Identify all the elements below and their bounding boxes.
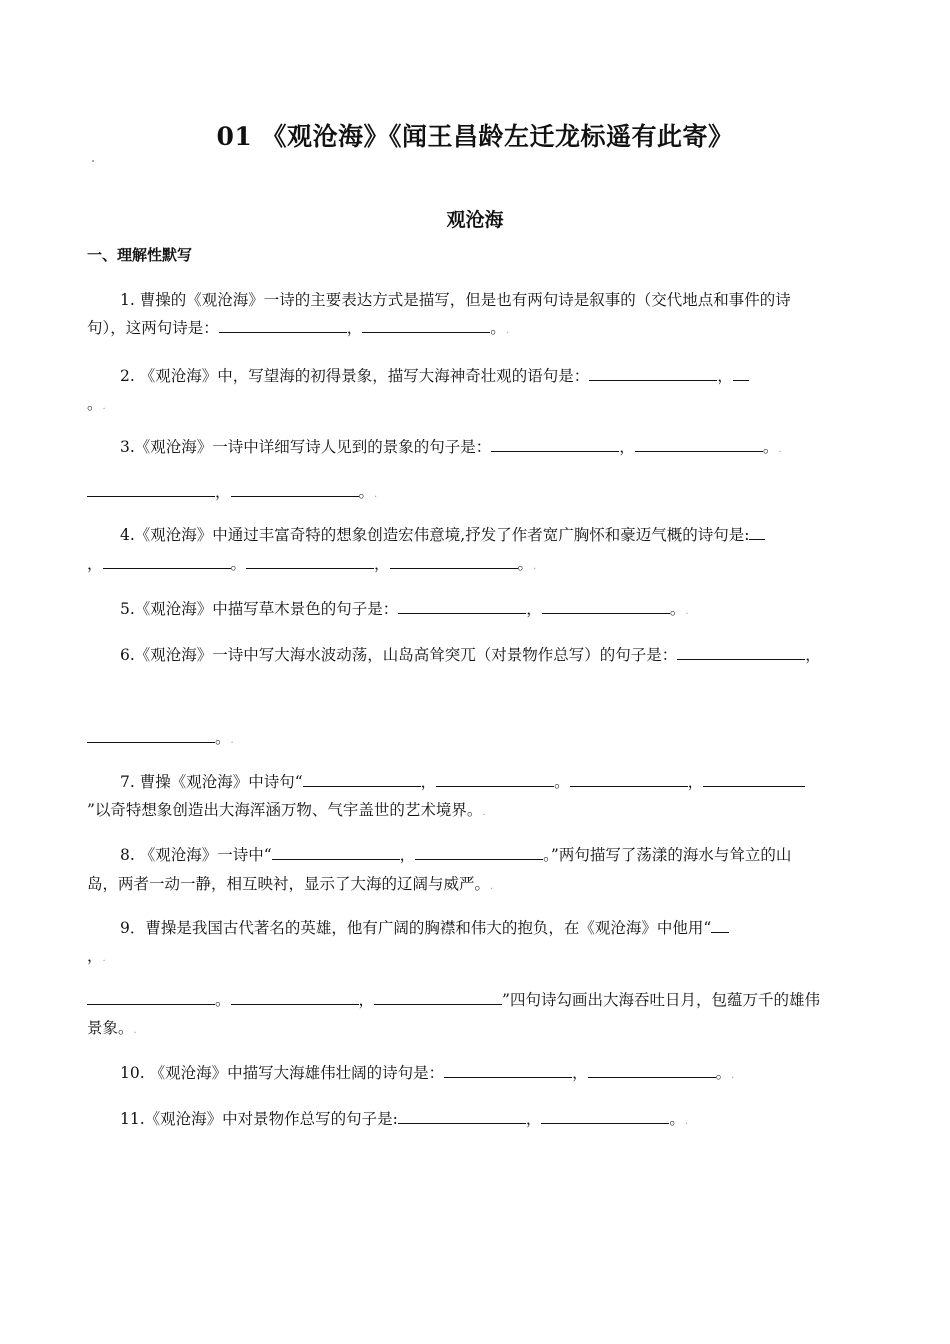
answer-blank[interactable] xyxy=(272,842,400,860)
question-8-line2: 岛，两者一动一静，相互映衬，显示了大海的辽阔与威严。. xyxy=(87,875,494,893)
answer-blank[interactable] xyxy=(219,315,347,333)
question-9-line2: ，. xyxy=(87,947,106,965)
document-title: 01 《观沧海》《闻王昌龄左迁龙标遥有此寄》 xyxy=(216,122,734,151)
section-heading: 一、理解性默写 xyxy=(87,246,193,264)
question-9-line4: 景象。. xyxy=(87,1019,137,1037)
answer-blank[interactable] xyxy=(570,769,688,787)
question-7: 7. 曹操《观沧海》中诗句“ ， 。 ， xyxy=(87,768,896,796)
answer-blank[interactable] xyxy=(87,725,215,743)
question-1: 1. 曹操的《观沧海》一诗的主要表达方式是描写，但是也有两句诗是叙事的（交代地点和事件的诗 xyxy=(120,291,791,309)
answer-blank[interactable] xyxy=(733,363,749,381)
answer-blank[interactable] xyxy=(87,987,215,1005)
question-2: 2. 《观沧海》中，写望海的初得景象，描写大海神奇壮观的语句是： ， xyxy=(87,362,896,390)
answer-blank[interactable] xyxy=(398,1106,526,1124)
answer-blank[interactable] xyxy=(436,769,554,787)
question-7-line2: ”以奇特想象创造出大海浑涵万物、气宇盖世的艺术境界。. xyxy=(87,801,486,819)
answer-blank[interactable] xyxy=(444,1060,572,1078)
question-9-line3: 。 ， ”四句诗勾画出大海吞吐日月，包蕴万千的雄伟 xyxy=(87,986,863,1014)
question-1-line2: 句），这两句诗是： ， 。. xyxy=(87,314,863,345)
answer-blank[interactable] xyxy=(749,522,765,540)
answer-blank[interactable] xyxy=(374,987,502,1005)
answer-blank[interactable] xyxy=(491,434,619,452)
answer-blank[interactable] xyxy=(231,479,359,497)
question-6: 6.《观沧海》一诗中写大海水波动荡，山岛高耸突兀（对景物作总写）的句子是： ， xyxy=(87,641,896,669)
question-3: 3.《观沧海》一诗中详细写诗人见到的景象的句子是： ， 。. xyxy=(87,433,896,464)
question-11: 11.《观沧海》中对景物作总写的句子是: ， 。. xyxy=(87,1105,896,1136)
answer-blank[interactable] xyxy=(303,769,421,787)
question-4-line2: ， 。 ， 。. xyxy=(87,550,863,581)
question-9: 9．曹操是我国古代著名的英雄，他有广阔的胸襟和伟大的抱负，在《观沧海》中他用“ xyxy=(87,914,896,942)
question-4: 4.《观沧海》中通过丰富奇特的想象创造宏伟意境,抒发了作者宽广胸怀和豪迈气概的诗句是: xyxy=(87,521,896,549)
question-6-line2: 。. xyxy=(87,724,863,755)
stray-dot xyxy=(92,160,94,162)
answer-blank[interactable] xyxy=(231,987,359,1005)
answer-blank[interactable] xyxy=(362,315,490,333)
answer-blank[interactable] xyxy=(589,363,717,381)
poem-title: 观沧海 xyxy=(446,209,504,231)
answer-blank[interactable] xyxy=(390,551,518,569)
question-10: 10. 《观沧海》中描写大海雄伟壮阔的诗句是： ， 。. xyxy=(87,1059,896,1090)
answer-blank[interactable] xyxy=(103,551,231,569)
answer-blank[interactable] xyxy=(542,596,670,614)
answer-blank[interactable] xyxy=(703,769,805,787)
answer-blank[interactable] xyxy=(398,596,526,614)
question-5: 5.《观沧海》中描写草木景色的句子是： ， 。. xyxy=(87,595,896,626)
answer-blank[interactable] xyxy=(677,642,805,660)
answer-blank[interactable] xyxy=(246,551,374,569)
answer-blank[interactable] xyxy=(635,434,763,452)
answer-blank[interactable] xyxy=(415,842,543,860)
question-8: 8. 《观沧海》一诗中“ ， 。”两句描写了荡漾的海水与耸立的山 xyxy=(87,841,896,869)
answer-blank[interactable] xyxy=(588,1060,716,1078)
question-2-line2: 。. xyxy=(87,395,106,413)
question-3-line2: ， 。. xyxy=(87,478,863,509)
answer-blank[interactable] xyxy=(87,479,215,497)
answer-blank[interactable] xyxy=(711,915,729,933)
answer-blank[interactable] xyxy=(541,1106,669,1124)
